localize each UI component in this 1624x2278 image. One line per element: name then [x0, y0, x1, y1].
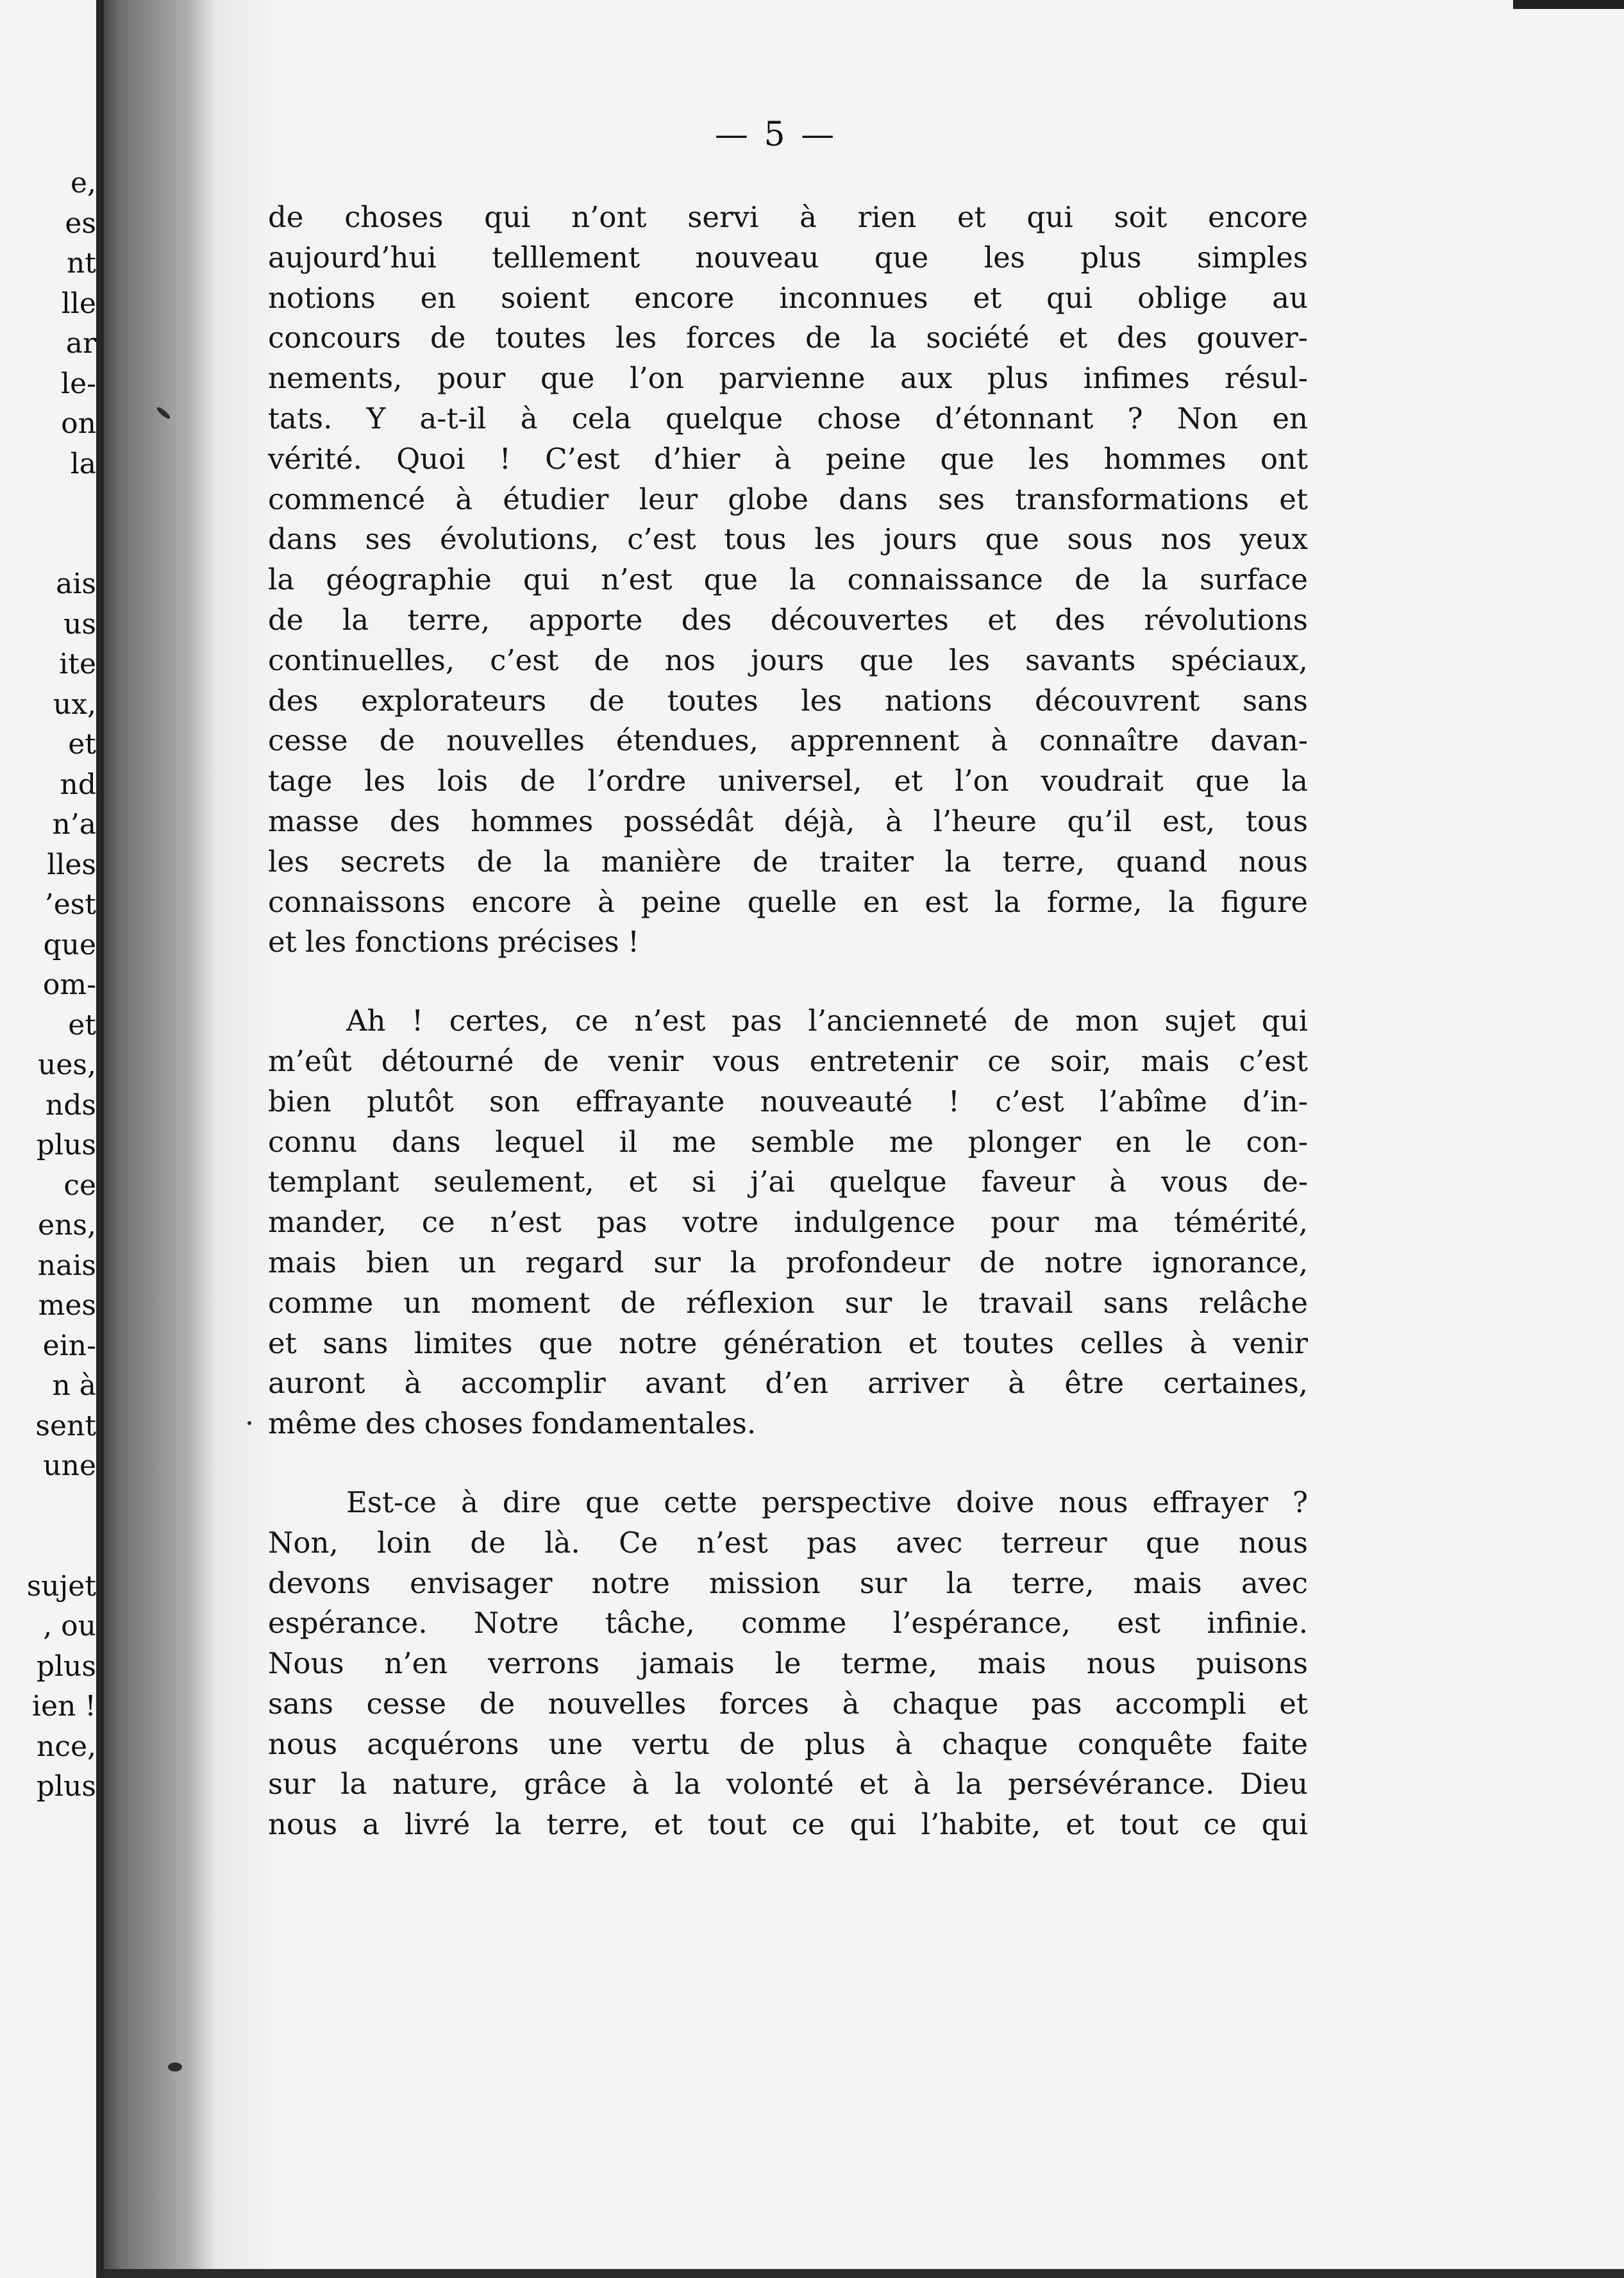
text-line: dans ses évolutions, c’est tous les jours que sous nos yeux	[268, 522, 1308, 557]
left-page-fragment	[0, 484, 96, 525]
left-page-fragment: ien !	[31, 1690, 96, 1723]
text-line: devons envisager notre mission sur la terre, mais avec	[268, 1565, 1308, 1600]
left-page-fragment: le-	[61, 367, 96, 400]
paragraph-3	[268, 1483, 1308, 1845]
left-page-fragment: ux,	[53, 688, 96, 721]
scan-speck	[168, 2063, 182, 2071]
text-line: Ah ! certes, ce n’est pas l’ancienneté de mon sujet qui	[346, 1004, 1308, 1038]
text-line: auront à accomplir avant d’en arriver à être certaines,	[268, 1366, 1308, 1401]
left-page-fragment: ues,	[38, 1049, 96, 1081]
left-page-fragment: nd	[60, 768, 96, 801]
paragraph-1	[268, 198, 1308, 963]
text-line: notions en soient encore inconnues et qui oblige au	[268, 280, 1308, 315]
left-page-fragment: mes	[38, 1289, 96, 1322]
text-line: espérance. Notre tâche, comme l’espérance, est infinie.	[268, 1606, 1308, 1641]
text-line: mais bien un regard sur la profondeur de notre ignorance,	[268, 1245, 1308, 1279]
text-line: mander, ce n’est pas votre indulgence pour ma témérité,	[268, 1205, 1308, 1240]
left-page-fragment: et	[68, 728, 96, 761]
left-page-fragment: es	[65, 207, 96, 240]
left-page-fragment: ce	[63, 1169, 96, 1202]
left-page-fragment: nt	[66, 247, 96, 280]
text-line: nous acquérons une vertu de plus à chaque conquête faite	[268, 1726, 1308, 1761]
text-line: des explorateurs de toutes les nations découvrent sans	[268, 683, 1308, 718]
paragraph-2	[268, 1001, 1308, 1444]
left-page-fragment: ite	[59, 648, 96, 680]
left-page-fragment: la	[70, 447, 96, 480]
text-line: Non, loin de là. Ce n’est pas avec terreur que nous	[268, 1525, 1308, 1560]
text-line: même des choses fondamentales.	[268, 1406, 757, 1441]
left-facing-page	[0, 0, 99, 2278]
text-line: tage les lois de l’ordre universel, et l’on voudrait que la	[268, 764, 1308, 798]
left-page-fragment	[0, 1487, 96, 1527]
gutter-edge	[96, 0, 104, 2278]
left-page-fragment: n’a	[52, 808, 96, 841]
text-line: sans cesse de nouvelles forces à chaque pas accompli et	[268, 1686, 1308, 1721]
text-line: les secrets de la manière de traiter la terre, quand nous	[268, 844, 1308, 879]
text-line: connaissons encore à peine quelle en est la forme, la figure	[268, 884, 1308, 919]
left-page-text-fragments	[0, 164, 96, 1807]
left-page-fragment: sujet	[26, 1569, 96, 1603]
text-line: sur la nature, grâce à la volonté et à la persévérance. Dieu	[268, 1767, 1308, 1801]
text-line: nements, pour que l’on parvienne aux plus infimes résul-	[268, 361, 1308, 396]
text-line: de choses qui n’ont servi à rien et qui soit encore	[268, 200, 1308, 234]
left-page-fragment: plus	[36, 1129, 96, 1161]
left-page-fragment: une	[43, 1449, 96, 1482]
text-line: concours de toutes les forces de la société et des gouver-	[268, 321, 1308, 355]
scan-border-bottom	[103, 2269, 1624, 2278]
text-line: Est-ce à dire que cette perspective doive nous effrayer ?	[346, 1485, 1308, 1519]
left-page-fragment: ar	[65, 327, 96, 360]
text-line: continuelles, c’est de nos jours que les savants spéciaux,	[268, 643, 1308, 677]
left-page-fragment: ens,	[38, 1209, 96, 1242]
left-page-fragment: plus	[36, 1649, 96, 1683]
text-line: masse des hommes possédât déjà, à l’heure qu’il est, tous	[268, 804, 1308, 838]
left-page-fragment: lle	[61, 287, 96, 320]
left-page-fragment: n à	[52, 1369, 96, 1402]
left-page-fragment: plus	[36, 1770, 96, 1803]
left-page-fragment: ais	[56, 568, 96, 600]
left-page-fragment: et	[68, 1008, 96, 1042]
text-line: et les fonctions précises !	[268, 925, 640, 959]
left-page-fragment: nds	[45, 1088, 96, 1122]
text-line: tats. Y a-t-il à cela quelque chose d’étonnant ? Non en	[268, 401, 1308, 435]
text-line: templant seulement, et si j’ai quelque faveur à vous de-	[268, 1165, 1308, 1199]
left-page-fragment	[0, 525, 96, 565]
left-page-fragment: ein-	[42, 1329, 96, 1362]
left-page-fragment: us	[63, 607, 96, 641]
text-line: cesse de nouvelles étendues, apprennent à connaître davan-	[268, 723, 1308, 758]
left-page-fragment: ’est	[44, 888, 96, 921]
left-page-fragment: lles	[47, 848, 96, 881]
text-line: la géographie qui n’est que la connaissance de la surface	[268, 562, 1308, 597]
left-page-fragment: que	[43, 928, 96, 961]
left-page-fragment: sent	[35, 1409, 96, 1442]
text-line: commencé à étudier leur globe dans ses transformations et	[268, 482, 1308, 516]
left-page-fragment: om-	[42, 968, 96, 1001]
left-page-fragment: nce,	[36, 1730, 96, 1763]
page-number: — 5 —	[714, 115, 837, 154]
text-line: nous a livré la terre, et tout ce qui l’habite, et tout ce qui	[268, 1807, 1308, 1842]
left-page-fragment: nais	[37, 1249, 96, 1282]
left-page-fragment: e,	[70, 167, 96, 199]
text-line: bien plutôt son effrayante nouveauté ! c’est l’abîme d’in-	[268, 1084, 1308, 1118]
scan-speck	[247, 1421, 251, 1425]
text-line: vérité. Quoi ! C’est d’hier à peine que les hommes ont	[268, 441, 1308, 476]
left-page-fragment: on	[61, 407, 96, 440]
text-line: comme un moment de réflexion sur le travail sans relâche	[268, 1285, 1308, 1320]
text-line: Nous n’en verrons jamais le terme, mais nous puisons	[268, 1646, 1308, 1681]
page-body-text	[268, 198, 1308, 1845]
text-line: m’eût détourné de venir vous entretenir ce soir, mais c’est	[268, 1043, 1308, 1078]
text-line: et sans limites que notre génération et toutes celles à venir	[268, 1326, 1308, 1360]
left-page-fragment: , ou	[43, 1610, 96, 1642]
left-page-fragment	[0, 1526, 96, 1567]
scan-border-top	[1513, 0, 1624, 9]
text-line: connu dans lequel il me semble me plonger en le con-	[268, 1124, 1308, 1159]
book-gutter	[99, 0, 218, 2278]
text-line: de la terre, apporte des découvertes et des révolutions	[268, 602, 1308, 637]
text-line: aujourd’hui telllement nouveau que les plus simples	[268, 240, 1308, 274]
